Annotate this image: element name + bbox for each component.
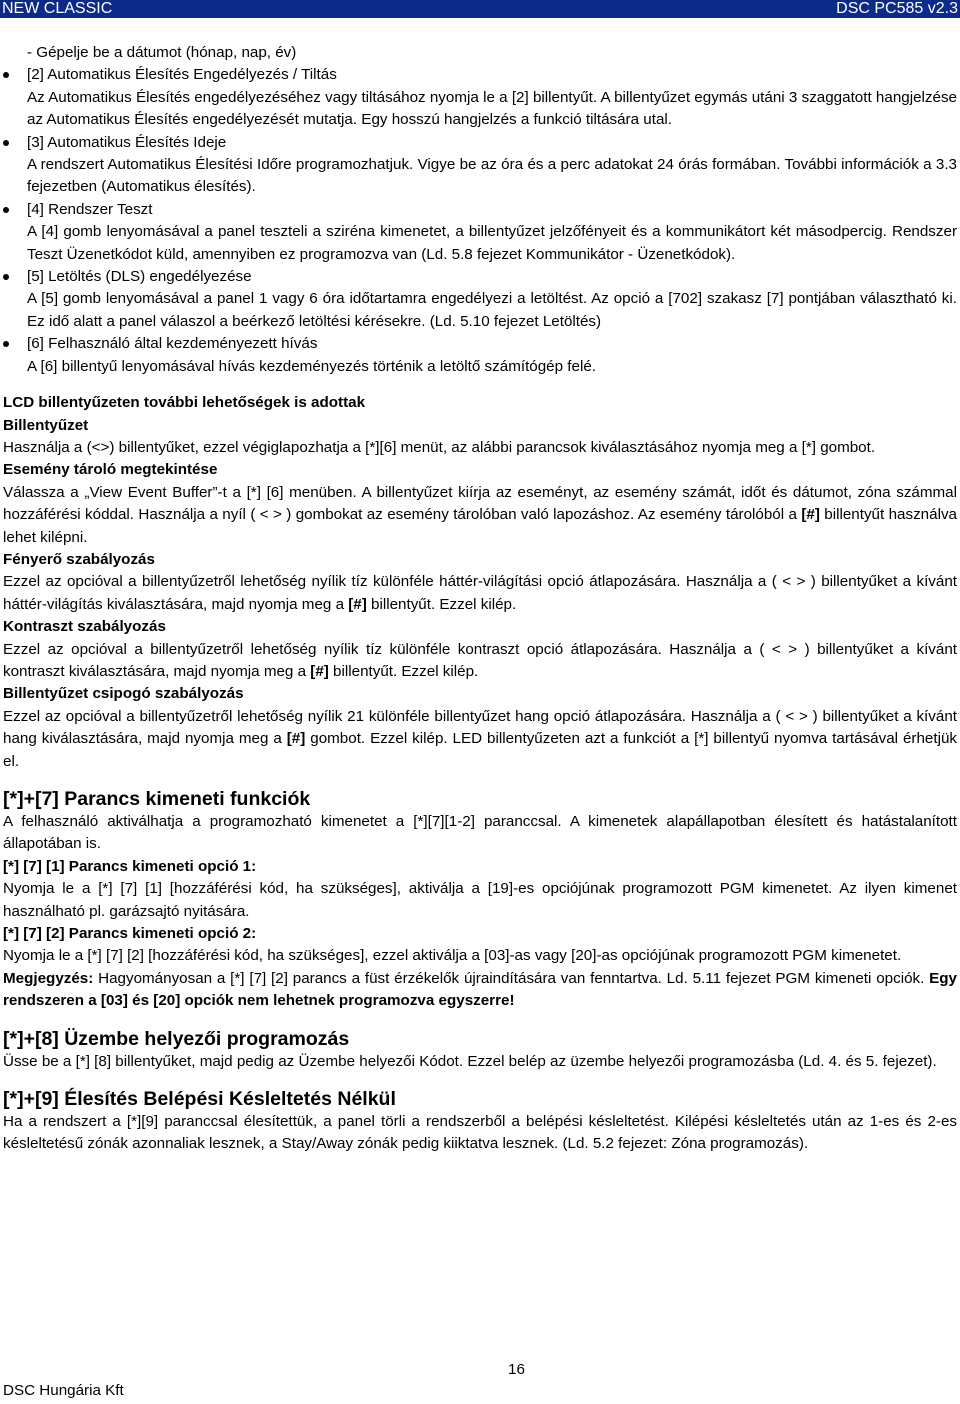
list-item-dls-enable (3, 266, 957, 333)
page-number: 16 (508, 1361, 525, 1378)
footer-company: DSC Hungária Kft (3, 1382, 124, 1399)
bullet-icon (3, 140, 9, 146)
list-item-text: Az Automatikus Élesítés engedélyezéséhez vagy tiltásához nyomja le a [2] billentyűt. A billentyűzet egymás utáni 3 szaggatott hangjelzése az Automatikus Élesítés engedélyezését mutatja. Egy hosszú hangjelzés a funkció tiltására utal. (27, 88, 957, 129)
keyboard-heading: Billentyűzet (3, 416, 89, 434)
contrast-text: Ezzel az opcióval a billentyűzetről lehetőség nyílik tíz különféle kontraszt opció átlapozására. Használja a ( < > ) billentyűket a kívánt kontraszt kiválasztására, majd nyomja meg a [#] billentyűt. Ezzel kilép. (3, 640, 957, 680)
bullet-icon (3, 341, 9, 347)
lcd-heading: LCD billentyűzeten további lehetőségek is adottak (3, 394, 366, 412)
contrast-heading: Kontraszt szabályozás (3, 618, 166, 636)
command-output-option1-text: Nyomja le a [*] [7] [1] [hozzáférési kód, ha szükséges], aktiválja a [19]-es opciójúnak programozott PGM kimenetet. Az ilyen kimenet használható pl. garázsajtó nyitására. (3, 880, 957, 920)
section-heading-installer-programming: [*]+[8] Üzembe helyezői programozás (3, 1027, 350, 1050)
list-item-title: [3] Automatikus Élesítés Ideje (27, 133, 227, 151)
command-output-note: Megjegyzés: Hagyományosan a [*] [7] [2] parancs a füst érzékelők újraindítására van fenntartva. Ld. 5.11 fejezet PGM kimeneti opciók. Egy rendszeren a [03] és [20] opciók nem lehetnek programozva egyszerre! (3, 969, 957, 1010)
list-item-text: A [4] gomb lenyomásával a panel teszteli a sziréna kimenetet, a billentyűzet jelzőfényeit és a kommunikátort két másodpercig. Rendszer Teszt Üzenetkódot küld, amennyiben ez programozva van (Ld. 5.8 fejezet Kommunikátor - Üzenetkódok). (27, 223, 957, 263)
command-output-intro: A felhasználó aktiválhatja a programozható kimenetet a [*][7][1-2] paranccsal. A kimenetek alapállapotban élesített és hatástalanított állapotában is. (3, 813, 957, 853)
brightness-text: Ezzel az opcióval a billentyűzetről lehetőség nyílik tíz különféle háttér-világítási opció átlapozására. Használja a ( < > ) billentyűket a kívánt háttér-világítás kiválasztására, majd nyomja meg a [#] billentyűt. Ezzel kilép. (3, 573, 957, 613)
bullet-icon (3, 207, 9, 213)
section-heading-command-output: [*]+[7] Parancs kimeneti funkciók (3, 788, 311, 810)
list-item-auto-arm-toggle (3, 64, 957, 131)
header-right-title: DSC PC585 v2.3 (836, 0, 958, 17)
keyboard-text: Használja a (<>) billentyűket, ezzel végiglapozhatja a [*][6] menüt, az alábbi parancsok kiválasztásához nyomja meg a [*] gombot. (3, 438, 876, 456)
header-left-title: NEW CLASSIC (2, 0, 113, 17)
installer-programming-text: Üsse be a [*] [8] billentyűket, majd pedig az Üzembe helyezői Kódot. Ezzel belép az üzembe helyezői programozásba (Ld. 4. és 5. fejezet). (3, 1052, 937, 1070)
document-body (3, 42, 957, 1156)
list-item-title: [6] Felhasználó által kezdeményezett hívás (27, 335, 318, 353)
command-output-option1-heading: [*] [7] [1] Parancs kimeneti opció 1: (3, 857, 257, 875)
bullet-icon (3, 72, 9, 78)
command-output-option2-heading: [*] [7] [2] Parancs kimeneti opció 2: (3, 925, 257, 943)
list-item-title: [5] Letöltés (DLS) engedélyezése (27, 268, 252, 286)
list-item-title: [4] Rendszer Teszt (27, 200, 153, 218)
list-item-system-test (3, 199, 957, 266)
brightness-heading: Fényerő szabályozás (3, 550, 155, 568)
arm-no-entry-delay-text: Ha a rendszert a [*][9] paranccsal élesítettük, a panel törli a rendszerből a belépési késleltetést. Kilépési késleltetés után az 1-es és 2-es késleltetésű zónák azonnaliak lesznek, a Stay/Away zónák pedig kiiktatva lesznek. (Ld. 5.2 fejezet: Zóna programozás). (3, 1113, 957, 1153)
buzzer-heading: Billentyűzet csipogó szabályozás (3, 685, 244, 703)
event-buffer-text: Válassza a „View Event Buffer”-t a [*] [6] menüben. A billentyűzet kiírja az eseményt, az esemény számát, időt és dátumot, zóna számmal hozzáférési kóddal. Használja a nyíl ( < > ) gombokat az esemény tárolóban való lapozáshoz. Az esemény tárolóból a [#] billentyűt használva lehet kilépni. (3, 483, 957, 546)
list-item-text: A rendszert Automatikus Élesítési Időre programozhatjuk. Vigye be az óra és a perc adatokat 24 órás formában. További információk a 3.3 fejezetben (Automatikus élesítés). (27, 156, 957, 196)
page-header (0, 0, 960, 18)
section-heading-arm-no-entry-delay: [*]+[9] Élesítés Belépési Késleltetés Nélkül (3, 1088, 396, 1111)
command-output-option2-text: Nyomja le a [*] [7] [2] [hozzáférési kód, ha szükséges], ezzel aktiválja a [03]-as vagy [20]-as opciójúnak programozott PGM kimenetet. (3, 947, 902, 965)
list-item-title: [2] Automatikus Élesítés Engedélyezés / Tiltás (27, 66, 337, 84)
list-item-user-call (3, 333, 957, 378)
list-item-text: A [5] gomb lenyomásával a panel 1 vagy 6 óra időtartamra engedélyezi a letöltést. Az opció a [702] szakasz [7] pontjában választható ki. Ez idő alatt a panel válaszol a beérkező letöltési kérésekre. (Ld. 5.10 fejezet Letöltés) (27, 290, 957, 330)
date-entry-line: - Gépelje be a dátumot (hónap, nap, év) (27, 44, 297, 61)
buzzer-text: Ezzel az opcióval a billentyűzetről lehetőség nyílik 21 különféle billentyűzet hang opció átlapozására. Használja a ( < > ) billentyűket a kívánt hang kiválasztására, majd nyomja meg a [#] gombot. Ezzel kilép. LED billentyűzeten azt a funkciót a [*] billentyű nyomva tartásával érhetjük el. (3, 707, 957, 770)
list-item-auto-arm-time (3, 132, 957, 199)
bullet-icon (3, 274, 9, 280)
list-item-text: A [6] billentyű lenyomásával hívás kezdeményezés történik a letöltő számítógép felé. (27, 357, 596, 375)
event-buffer-heading: Esemény tároló megtekintése (3, 461, 218, 479)
